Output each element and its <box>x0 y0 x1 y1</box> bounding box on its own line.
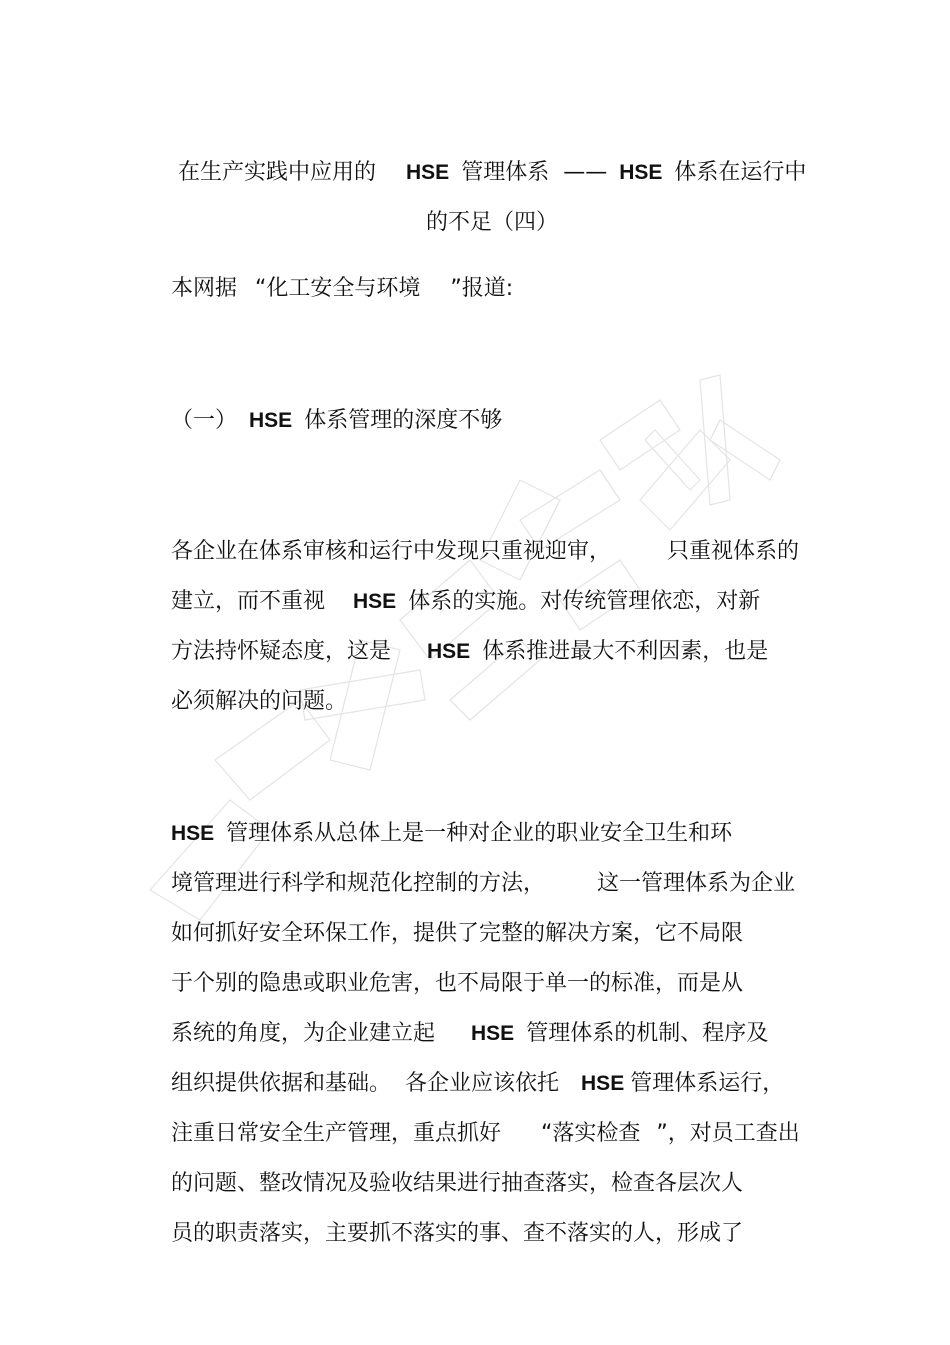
para2-text: 管理体系的机制、程序及 <box>526 1021 769 1046</box>
source-line <box>143 244 513 334</box>
para1-text: 方法持怀疑态度，这是 <box>170 639 391 664</box>
section-heading <box>143 376 502 466</box>
para1-text: 体系的实施。对传统管理依恋，对新 <box>408 589 761 614</box>
source-suffix: ”报道: <box>450 276 514 301</box>
para2-text: ”，对员工查出 <box>656 1121 800 1146</box>
section-hse: HSE <box>249 409 293 432</box>
para1-text: 体系推进最大不利因素，也是 <box>482 639 769 664</box>
para2-hse: HSE <box>581 1072 625 1095</box>
para2-text: 系统的角度，为企业建立起 <box>170 1021 435 1046</box>
title-text-1: 在生产实践中应用的 <box>177 160 376 185</box>
para2-hse: HSE <box>170 822 215 845</box>
para1-text: 建立，而不重视 <box>170 589 325 614</box>
source-prefix: 本网据 <box>170 276 237 301</box>
title-dash: —— <box>563 160 608 185</box>
para2-text: 的问题、整改情况及验收结果进行抽查落实，检查各层次人 <box>170 1171 743 1196</box>
para1-text: 各企业在体系审核和运行中发现只重视迎审， <box>170 539 611 564</box>
para1-hse: HSE <box>427 640 471 663</box>
para1-line-4 <box>143 657 347 747</box>
para2-line-9 <box>143 1189 743 1279</box>
para2-text: 管理体系运行， <box>630 1071 785 1096</box>
title-text-2: 管理体系 <box>461 160 550 185</box>
para1-text: 只重视体系的 <box>667 539 800 564</box>
title-hse-2: HSE <box>619 161 663 184</box>
para2-text: 于个别的隐患或职业危害，也不局限于单一的标准，而是从 <box>170 971 743 996</box>
para2-text: 员的职责落实，主要抓不落实的事、查不落实的人，形成了 <box>170 1221 743 1246</box>
para2-text: 这一管理体系为企业 <box>597 871 796 896</box>
para2-hse: HSE <box>471 1022 515 1045</box>
para2-text: 组织提供依据和基础。 <box>170 1071 391 1096</box>
section-title: 体系管理的深度不够 <box>304 408 503 433</box>
source-name: “化工安全与环境 <box>255 276 421 301</box>
para2-text: 境管理进行科学和规范化控制的方法， <box>170 871 545 896</box>
title-hse-1: HSE <box>406 161 450 184</box>
para2-text: 管理体系从总体上是一种对企业的职业安全卫生和环 <box>226 821 733 846</box>
para2-text: 各企业应该依托 <box>405 1071 560 1096</box>
title-text-3: 体系在运行中 <box>674 160 807 185</box>
title-text-4: 的不足（四） <box>425 210 558 235</box>
para1-text: 必须解决的问题。 <box>170 689 347 714</box>
para2-text: “落实检查 <box>541 1121 641 1146</box>
para2-text: 如何抓好安全环保工作，提供了完整的解决方案，它不局限 <box>170 921 743 946</box>
section-number: （一） <box>170 408 237 433</box>
para2-text: 注重日常安全生产管理，重点抓好 <box>170 1121 501 1146</box>
para1-hse: HSE <box>353 590 397 613</box>
